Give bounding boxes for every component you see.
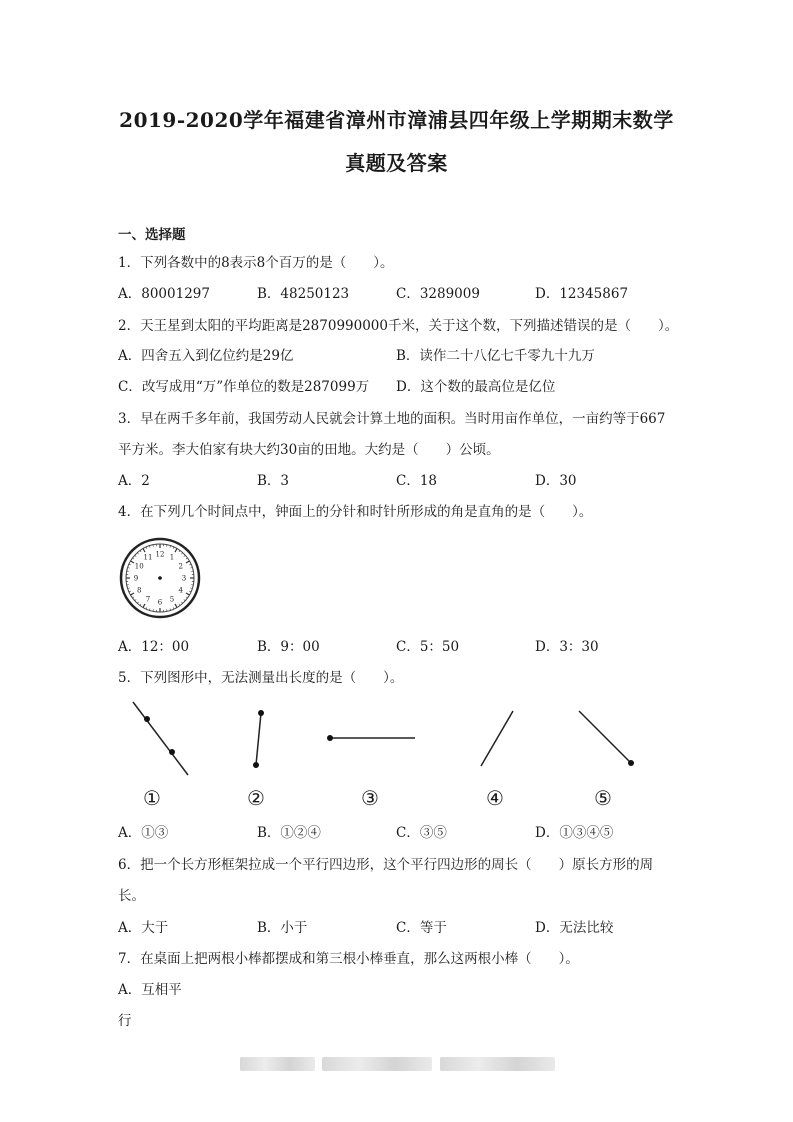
q1-option-c: C．3289009 — [396, 286, 480, 302]
q6-stem-line1: 6．把一个长方形框架拉成一个平行四边形，这个平行四边形的周长（ ）原长方形的周 — [118, 857, 654, 873]
figure-label-1: ① — [143, 786, 161, 810]
figure1-point-a — [144, 716, 150, 722]
clock-number: 4 — [178, 586, 184, 595]
q1-option-a: A．80001297 — [118, 286, 210, 302]
clock-number: 11 — [143, 553, 153, 562]
q7-option-a-line1: A．互相平 — [118, 982, 182, 998]
q1-option-b: B．48250123 — [257, 286, 350, 302]
doc-title-line1: 2019-2020学年福建省漳州市漳浦县四年级上学期期末数学 — [119, 108, 674, 132]
figure1-point-b — [169, 749, 175, 755]
q6-stem-line2: 长。 — [118, 888, 145, 904]
clock-number: 5 — [169, 595, 175, 604]
clock-number: 10 — [134, 562, 144, 571]
q5-option-c: C．③⑤ — [396, 825, 447, 841]
clock-number: 1 — [169, 553, 175, 562]
q4-stem: 4．在下列几个时间点中，钟面上的分针和时针所形成的角是直角的是（ ）。 — [118, 504, 593, 520]
q3-stem-line1: 3．早在两千多年前，我国劳动人民就会计算土地的面积。当时用亩作单位，一亩约等于667 — [118, 411, 666, 427]
figure2-point-b — [253, 762, 259, 768]
q7-stem: 7．在桌面上把两根小棒都摆成和第三根小棒垂直，那么这两根小棒（ ）。 — [118, 951, 579, 967]
q1-stem: 1．下列各数中的8表示8个百万的是（ ）。 — [118, 255, 394, 271]
section-heading: 一、选择题 — [118, 227, 186, 243]
q5-stem: 5．下列图形中，无法测量出长度的是（ ）。 — [118, 670, 404, 686]
q4-option-c: C．5：50 — [396, 639, 460, 655]
q1-option-d: D．12345867 — [535, 286, 629, 302]
figure3-endpoint — [327, 735, 333, 741]
clock-number: 6 — [157, 598, 163, 607]
q7-option-a-line2: 行 — [118, 1013, 132, 1029]
q5-option-d: D．①③④⑤ — [535, 825, 614, 841]
clock-number: 9 — [133, 574, 139, 583]
q4-option-b: B．9：00 — [257, 639, 320, 655]
q3-option-d: D．30 — [535, 473, 577, 489]
q5-option-b: B．①②④ — [257, 825, 321, 841]
figure5-endpoint — [628, 760, 634, 766]
clock-face-icon — [119, 537, 201, 619]
q2-option-a: A．四舍五入到亿位约是29亿 — [118, 348, 294, 364]
q2-option-d: D．这个数的最高位是亿位 — [396, 379, 556, 395]
figure-label-3: ③ — [361, 786, 379, 810]
footer-watermark-blur — [322, 1057, 432, 1071]
clock-number: 7 — [145, 595, 151, 604]
figure5-ray — [579, 711, 631, 763]
figure4-line — [481, 711, 513, 766]
figure2-point-a — [258, 710, 264, 716]
q3-option-c: C．18 — [396, 473, 438, 489]
q2-option-b: B．读作二十八亿七千零九十九万 — [396, 348, 595, 364]
q6-option-d: D．无法比较 — [535, 920, 614, 936]
q2-stem: 2．天王星到太阳的平均距离是2870990000千米，关于这个数，下列描述错误的是（ ）。 — [118, 318, 679, 334]
clock-number: 3 — [181, 574, 187, 583]
footer-watermark-blur — [240, 1057, 315, 1071]
figure2-segment — [256, 713, 261, 765]
line-figures — [118, 698, 658, 780]
footer-watermark-blur — [440, 1057, 555, 1071]
q2-option-c: C．改写成用“万”作单位的数是287099万 — [118, 379, 370, 395]
q6-option-c: C．等于 — [396, 920, 447, 936]
figure1-line — [133, 702, 188, 775]
q6-option-a: A．大于 — [118, 920, 169, 936]
q4-option-a: A．12：00 — [118, 639, 190, 655]
clock-number: 12 — [155, 550, 165, 559]
figure-label-5: ⑤ — [594, 786, 612, 810]
clock-number: 2 — [178, 562, 184, 571]
q5-option-a: A．①③ — [118, 825, 169, 841]
clock-number: 8 — [136, 586, 142, 595]
q3-option-a: A．2 — [118, 473, 150, 489]
q6-option-b: B．小于 — [257, 920, 308, 936]
doc-title-line2: 真题及答案 — [345, 151, 448, 175]
figure-label-4: ④ — [486, 786, 504, 810]
figure-label-2: ② — [247, 786, 265, 810]
q4-option-d: D．3：30 — [535, 639, 599, 655]
q3-option-b: B．3 — [257, 473, 290, 489]
q3-stem-line2: 平方米。李大伯家有块大约30亩的田地。大约是（ ）公顷。 — [118, 442, 500, 458]
